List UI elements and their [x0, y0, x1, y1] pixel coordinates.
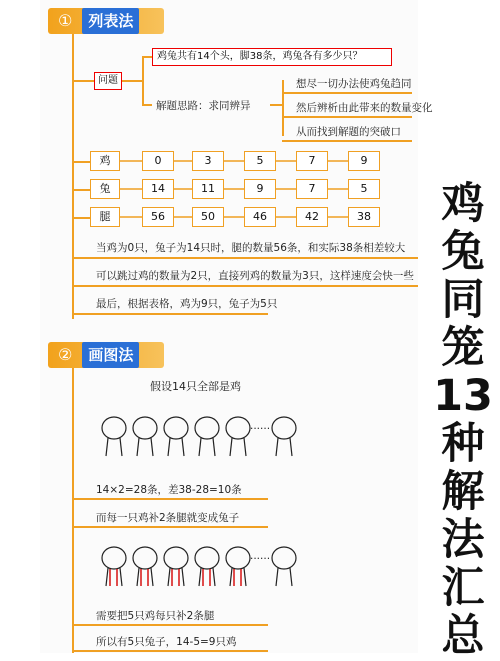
assume-text: 假设14只全部是鸡	[150, 380, 241, 393]
note-underline	[72, 650, 268, 652]
side-title-char: 13	[433, 371, 493, 421]
side-title-char: 总	[441, 611, 485, 661]
table-cell: 50	[192, 207, 224, 227]
idea-item: 想尽一切办法使鸡兔趋同	[296, 78, 412, 90]
table-cell: 7	[296, 151, 328, 171]
side-title-char: 法	[441, 515, 485, 565]
calc-text: 14×2=28条，差38-28=10条	[96, 484, 242, 496]
table-cell: 3	[192, 151, 224, 171]
table-cell: 11	[192, 179, 224, 199]
side-title-char: 鸡	[441, 179, 485, 229]
section-number: ②	[58, 345, 73, 364]
table-cell: 38	[348, 207, 380, 227]
table-cell: 5	[244, 151, 276, 171]
note-text: 最后，根据表格，鸡为9只，兔子为5只	[96, 298, 278, 310]
table-head: 鸡	[90, 151, 120, 171]
side-title	[432, 179, 494, 661]
table-cell: 14	[142, 179, 174, 199]
idea-item: 然后辨析由此带来的数量变化	[296, 102, 433, 114]
note-text: 可以跳过鸡的数量为2只，直接列鸡的数量为3只，这样速度会快一些	[96, 270, 414, 282]
calc-text: 所以有5只兔子，14-5=9只鸡	[96, 636, 237, 648]
side-title-char: 解	[441, 467, 485, 517]
section-number: ①	[58, 11, 73, 30]
section-label: 列表法	[82, 8, 139, 34]
note-text: 当鸡为0只，兔子为14只时，腿的数量56条，和实际38条相差较大	[96, 242, 406, 254]
table-head: 兔	[90, 179, 120, 199]
table-cell: 9	[244, 179, 276, 199]
ellipsis-text: ......	[250, 420, 271, 432]
problem-text: 鸡兔共有14个头，脚38条，鸡兔各有多少只？	[157, 51, 363, 62]
side-title-char: 同	[441, 275, 485, 325]
section-label: 画图法	[82, 342, 139, 368]
problem-label: 问题	[98, 75, 118, 86]
table-head: 腿	[90, 207, 120, 227]
calc-text: 而每一只鸡补2条腿就变成兔子	[96, 512, 240, 524]
ellipsis-text: ......	[250, 550, 271, 562]
note-underline	[72, 624, 268, 626]
table-cell: 56	[142, 207, 174, 227]
idea-label: 解题思路：求同辨异	[156, 100, 251, 112]
table-cell: 42	[296, 207, 328, 227]
idea-item: 从而找到解题的突破口	[296, 126, 401, 138]
side-title-char: 兔	[441, 227, 485, 277]
calc-text: 需要把5只鸡每只补2条腿	[96, 610, 215, 622]
table-cell: 5	[348, 179, 380, 199]
side-title-char: 种	[441, 419, 485, 469]
table-cell: 7	[296, 179, 328, 199]
table-cell: 46	[244, 207, 276, 227]
table-cell: 0	[142, 151, 174, 171]
side-title-char: 笼	[441, 323, 485, 373]
side-title-char: 汇	[441, 563, 485, 613]
table-cell: 9	[348, 151, 380, 171]
